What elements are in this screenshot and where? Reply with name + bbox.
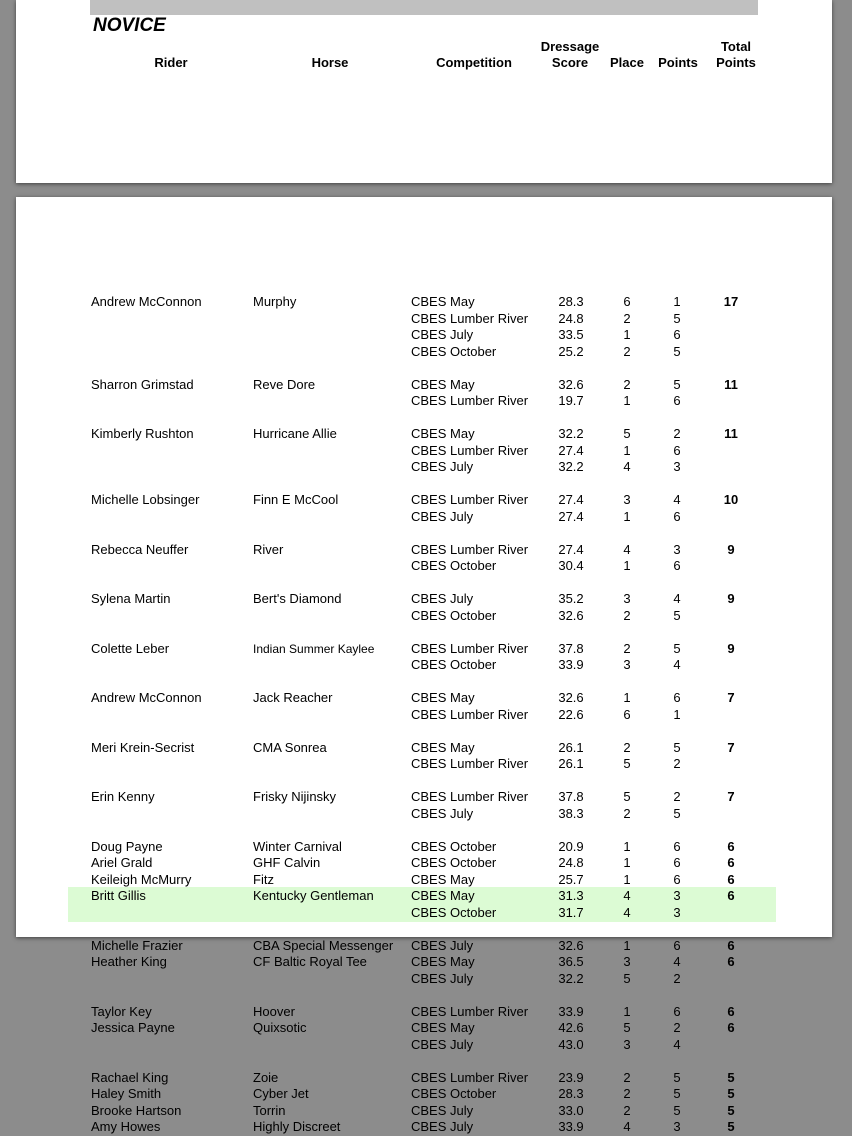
dressage-score: 25.2 <box>558 343 584 359</box>
points: 2 <box>673 789 681 804</box>
competition-name: CBES July <box>411 1036 474 1052</box>
points: 1 <box>673 294 681 309</box>
header-dressage-score: Dressage Score <box>540 39 600 70</box>
rider-name: Erin Kenny <box>91 789 155 804</box>
dressage-score: 35.2 <box>558 591 584 606</box>
horse-name: Finn E McCool <box>253 492 339 507</box>
horse-name: Torrin <box>253 1102 286 1118</box>
points: 6 <box>673 327 681 342</box>
competition-name: CBES July <box>411 591 474 606</box>
points: 5 <box>673 1069 681 1085</box>
dressage-score: 31.3 <box>558 888 584 903</box>
competition-name: CBES Lumber River <box>411 640 529 656</box>
place: 3 <box>623 1036 631 1052</box>
horse-name: Highly Discreet <box>253 1119 341 1134</box>
competition-name: CBES October <box>411 657 497 672</box>
header-competition: Competition <box>436 55 512 70</box>
total-points: 7 <box>727 690 735 705</box>
rider-name: Amy Howes <box>91 1119 161 1134</box>
dressage-score: 31.7 <box>558 904 584 920</box>
competition-name: CBES October <box>411 1086 497 1101</box>
total-points: 5 <box>727 1086 735 1101</box>
rider-name: Brooke Hartson <box>91 1102 182 1118</box>
points: 3 <box>673 541 681 557</box>
points: 5 <box>673 310 681 326</box>
points: 3 <box>673 1119 681 1134</box>
horse-name: Kentucky Gentleman <box>253 888 374 903</box>
horse-name: Frisky Nijinsky <box>253 789 337 804</box>
rider-name: Sylena Martin <box>91 591 171 606</box>
competition-name: CBES October <box>411 855 497 870</box>
horse-name: Quixsotic <box>253 1020 307 1035</box>
points: 6 <box>673 558 681 573</box>
page-1 <box>16 0 832 183</box>
rider-name: Haley Smith <box>91 1086 162 1101</box>
points: 1 <box>673 706 681 722</box>
place: 3 <box>623 591 631 606</box>
points: 6 <box>673 690 681 705</box>
place: 2 <box>623 739 631 755</box>
competition-name: CBES Lumber River <box>411 789 529 804</box>
horse-name: Reve Dore <box>253 376 316 392</box>
points: 2 <box>673 970 681 986</box>
horse-name: CMA Sonrea <box>253 739 327 755</box>
place: 5 <box>623 970 631 986</box>
rider-name: Andrew McConnon <box>91 690 202 705</box>
place: 2 <box>623 310 631 326</box>
horse-name: CBA Special Messenger <box>253 937 394 953</box>
rider-name: Ariel Grald <box>91 855 153 870</box>
competition-name: CBES May <box>411 690 475 705</box>
place: 2 <box>623 1102 631 1118</box>
place: 3 <box>623 954 631 969</box>
rider-name: Andrew McConnon <box>91 294 202 309</box>
competition-name: CBES May <box>411 954 475 969</box>
dressage-score: 25.7 <box>558 871 584 887</box>
dressage-score: 33.9 <box>558 657 584 672</box>
total-points: 11 <box>724 426 738 441</box>
rider-name: Britt Gillis <box>91 888 146 903</box>
rider-name: Doug Payne <box>91 838 163 854</box>
dressage-score: 23.9 <box>558 1069 584 1085</box>
place: 4 <box>623 541 631 557</box>
total-points: 6 <box>727 954 735 969</box>
total-points: 6 <box>727 1020 735 1035</box>
place: 2 <box>623 1086 631 1101</box>
points: 2 <box>673 426 681 441</box>
total-points: 6 <box>727 1003 735 1019</box>
place: 1 <box>623 690 631 705</box>
total-points: 5 <box>727 1119 735 1134</box>
total-points: 11 <box>724 376 738 392</box>
place: 5 <box>623 756 631 771</box>
points: 4 <box>673 492 681 507</box>
points: 5 <box>673 739 681 755</box>
competition-name: CBES July <box>411 970 474 986</box>
place: 3 <box>623 492 631 507</box>
place: 5 <box>623 789 631 804</box>
competition-name: CBES May <box>411 376 475 392</box>
place: 1 <box>623 327 631 342</box>
horse-name: CF Baltic Royal Tee <box>253 954 367 969</box>
place: 2 <box>623 607 631 623</box>
dressage-score: 32.6 <box>558 607 584 623</box>
horse-name: Murphy <box>253 294 297 309</box>
place: 1 <box>623 558 631 573</box>
competition-name: CBES May <box>411 871 475 887</box>
rider-name: Jessica Payne <box>91 1020 175 1035</box>
dressage-score: 36.5 <box>558 954 584 969</box>
header-rider: Rider <box>154 55 188 70</box>
horse-name: Hurricane Allie <box>253 426 337 441</box>
competition-name: CBES Lumber River <box>411 706 529 722</box>
points: 5 <box>673 1102 681 1118</box>
dressage-score: 24.8 <box>558 855 584 870</box>
points: 6 <box>673 937 681 953</box>
points: 5 <box>673 343 681 359</box>
points: 6 <box>673 855 681 870</box>
dressage-score: 26.1 <box>558 756 584 771</box>
total-points: 9 <box>727 640 735 656</box>
competition-name: CBES Lumber River <box>411 541 529 557</box>
total-points: 6 <box>727 871 735 887</box>
points: 6 <box>673 1003 681 1019</box>
dressage-score: 37.8 <box>558 789 584 804</box>
section-title: NOVICE <box>93 15 166 36</box>
competition-name: CBES October <box>411 607 497 623</box>
competition-name: CBES Lumber River <box>411 1069 529 1085</box>
place: 4 <box>623 1119 631 1134</box>
rider-name: Kimberly Rushton <box>91 426 194 441</box>
dressage-score: 19.7 <box>558 393 584 408</box>
dressage-score: 20.9 <box>558 838 584 854</box>
dressage-score: 32.6 <box>558 376 584 392</box>
rider-name: Rachael King <box>91 1069 169 1085</box>
dressage-score: 33.9 <box>558 1119 584 1134</box>
place: 1 <box>623 508 631 524</box>
horse-name: Indian Summer Kaylee <box>253 641 375 656</box>
total-points: 6 <box>727 855 735 870</box>
dressage-score: 28.3 <box>558 1086 584 1101</box>
points: 2 <box>673 1020 681 1035</box>
rider-name: Michelle Lobsinger <box>91 492 200 507</box>
horse-name: GHF Calvin <box>253 855 321 870</box>
total-points: 5 <box>727 1069 735 1085</box>
place: 5 <box>623 426 631 441</box>
rider-name: Heather King <box>91 954 167 969</box>
rider-name: Colette Leber <box>91 640 170 656</box>
header-total-points: Total Points <box>716 39 756 70</box>
total-points: 6 <box>727 838 735 854</box>
points: 6 <box>673 508 681 524</box>
competition-name: CBES July <box>411 508 474 524</box>
competition-name: CBES May <box>411 1020 475 1035</box>
dressage-score: 38.3 <box>558 805 584 821</box>
points: 3 <box>673 459 681 474</box>
place: 4 <box>623 904 631 920</box>
points: 3 <box>673 904 681 920</box>
points: 4 <box>673 1036 681 1052</box>
competition-name: CBES October <box>411 343 497 359</box>
dressage-score: 28.3 <box>558 294 584 309</box>
horse-name: Bert's Diamond <box>253 591 342 606</box>
dressage-score: 43.0 <box>558 1036 584 1052</box>
horse-name: Winter Carnival <box>253 838 342 854</box>
dressage-score: 32.6 <box>558 937 584 953</box>
points: 5 <box>673 376 681 392</box>
place: 1 <box>623 871 631 887</box>
place: 1 <box>623 855 631 870</box>
competition-name: CBES July <box>411 1102 474 1118</box>
competition-name: CBES Lumber River <box>411 310 529 326</box>
place: 2 <box>623 343 631 359</box>
place: 1 <box>623 442 631 458</box>
place: 2 <box>623 805 631 821</box>
dressage-score: 30.4 <box>558 558 584 573</box>
place: 6 <box>623 294 631 309</box>
page-top-bar <box>90 0 758 15</box>
competition-name: CBES July <box>411 327 474 342</box>
horse-name: Zoie <box>253 1069 279 1085</box>
rider-name: Michelle Frazier <box>91 937 183 953</box>
total-points: 7 <box>727 739 735 755</box>
dressage-score: 27.4 <box>558 508 584 524</box>
rider-name: Taylor Key <box>91 1003 152 1019</box>
competition-name: CBES May <box>411 294 475 309</box>
dressage-score: 32.2 <box>558 970 584 986</box>
total-points: 6 <box>727 937 735 953</box>
points: 5 <box>673 805 681 821</box>
place: 5 <box>623 1020 631 1035</box>
total-points: 9 <box>727 591 735 606</box>
page-2 <box>16 197 832 1134</box>
competition-name: CBES Lumber River <box>411 492 529 507</box>
points: 2 <box>673 756 681 771</box>
competition-name: CBES October <box>411 904 497 920</box>
dressage-score: 33.0 <box>558 1102 584 1118</box>
points: 6 <box>673 871 681 887</box>
competition-name: CBES October <box>411 838 497 854</box>
rider-name: Sharron Grimstad <box>91 376 194 392</box>
total-points: 17 <box>723 294 739 309</box>
dressage-score: 42.6 <box>558 1020 584 1035</box>
points: 5 <box>673 640 681 656</box>
dressage-score: 32.2 <box>558 426 584 441</box>
dressage-score: 33.5 <box>558 327 584 342</box>
place: 1 <box>623 1003 631 1019</box>
competition-name: CBES May <box>411 888 475 903</box>
dressage-score: 22.6 <box>558 706 584 722</box>
competition-name: CBES July <box>411 937 474 953</box>
dressage-score: 27.4 <box>558 442 584 458</box>
horse-name: Jack Reacher <box>253 690 333 705</box>
horse-name: Hoover <box>253 1003 295 1019</box>
rider-name: Keileigh McMurry <box>91 871 192 887</box>
place: 4 <box>623 459 631 474</box>
place: 3 <box>623 657 631 672</box>
competition-name: CBES July <box>411 459 474 474</box>
place: 2 <box>623 640 631 656</box>
place: 6 <box>623 706 631 722</box>
competition-name: CBES May <box>411 739 475 755</box>
dressage-score: 32.6 <box>558 690 584 705</box>
header-place: Place <box>610 55 644 70</box>
competition-name: CBES Lumber River <box>411 393 529 408</box>
total-points: 9 <box>727 541 735 557</box>
points: 5 <box>673 607 681 623</box>
place: 4 <box>623 888 631 903</box>
points: 4 <box>673 954 681 969</box>
competition-name: CBES Lumber River <box>411 1003 529 1019</box>
place: 1 <box>623 838 631 854</box>
competition-name: CBES July <box>411 1119 474 1134</box>
competition-name: CBES Lumber River <box>411 442 529 458</box>
dressage-score: 27.4 <box>558 492 584 507</box>
competition-name: CBES July <box>411 805 474 821</box>
place: 2 <box>623 1069 631 1085</box>
header-horse: Horse <box>311 55 349 70</box>
competition-name: CBES May <box>411 426 475 441</box>
rider-name: Meri Krein-Secrist <box>91 739 195 755</box>
header-points: Points <box>658 55 698 70</box>
rider-name: Rebecca Neuffer <box>91 541 189 557</box>
dressage-score: 26.1 <box>558 739 584 755</box>
points: 3 <box>673 888 681 903</box>
points: 6 <box>673 838 681 854</box>
place: 1 <box>623 937 631 953</box>
points: 4 <box>673 657 681 672</box>
dressage-score: 37.8 <box>558 640 584 656</box>
points: 6 <box>673 393 681 408</box>
dressage-score: 24.8 <box>558 310 584 326</box>
total-points: 10 <box>723 492 739 507</box>
place: 1 <box>623 393 631 408</box>
place: 2 <box>623 376 631 392</box>
competition-name: CBES Lumber River <box>411 756 529 771</box>
horse-name: River <box>253 541 284 557</box>
horse-name: Cyber Jet <box>253 1086 309 1101</box>
total-points: 6 <box>727 888 735 903</box>
points: 6 <box>673 442 681 458</box>
total-points: 5 <box>727 1102 735 1118</box>
points: 4 <box>673 591 681 606</box>
points: 5 <box>673 1086 681 1101</box>
dressage-score: 32.2 <box>558 459 584 474</box>
horse-name: Fitz <box>253 871 274 887</box>
total-points: 7 <box>727 789 735 804</box>
competition-name: CBES October <box>411 558 497 573</box>
dressage-score: 33.9 <box>558 1003 584 1019</box>
dressage-score: 27.4 <box>558 541 584 557</box>
